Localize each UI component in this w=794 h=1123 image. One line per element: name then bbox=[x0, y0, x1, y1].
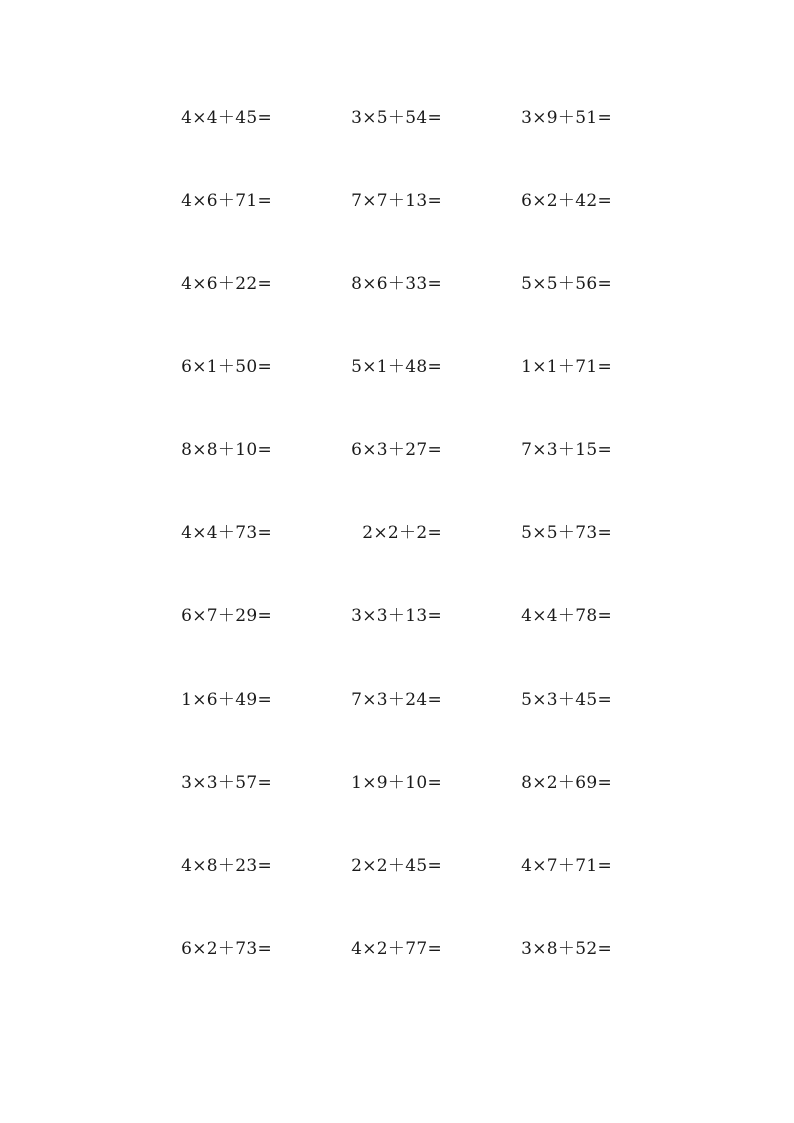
math-problem: 7×3＋15= bbox=[521, 440, 612, 460]
math-problem: 7×3＋24= bbox=[351, 690, 442, 710]
math-problem: 1×6＋49= bbox=[181, 690, 272, 710]
math-problem: 3×3＋57= bbox=[181, 773, 272, 793]
math-problem: 6×1＋50= bbox=[181, 357, 272, 377]
problem-row bbox=[0, 771, 794, 795]
math-problem: 8×8＋10= bbox=[181, 440, 272, 460]
math-problem: 2×2＋45= bbox=[351, 856, 442, 876]
math-problem: 1×1＋71= bbox=[521, 357, 612, 377]
problem-row bbox=[0, 106, 794, 130]
problem-row bbox=[0, 355, 794, 379]
problem-row bbox=[0, 688, 794, 712]
problem-row bbox=[0, 189, 794, 213]
math-problem: 6×2＋73= bbox=[181, 939, 272, 959]
problem-row bbox=[0, 272, 794, 296]
problem-row bbox=[0, 854, 794, 878]
math-problem: 3×8＋52= bbox=[521, 939, 612, 959]
problem-row bbox=[0, 438, 794, 462]
math-problem: 5×1＋48= bbox=[351, 357, 442, 377]
math-problem: 7×7＋13= bbox=[351, 191, 442, 211]
math-problem: 6×2＋42= bbox=[521, 191, 612, 211]
math-problem: 5×3＋45= bbox=[521, 690, 612, 710]
math-problem: 4×4＋45= bbox=[181, 108, 272, 128]
math-problem: 3×3＋13= bbox=[351, 606, 442, 626]
math-problem: 8×6＋33= bbox=[351, 274, 442, 294]
problem-row bbox=[0, 521, 794, 545]
math-problem: 3×9＋51= bbox=[521, 108, 612, 128]
math-problem: 6×3＋27= bbox=[351, 440, 442, 460]
math-problem: 6×7＋29= bbox=[181, 606, 272, 626]
math-problem: 5×5＋73= bbox=[521, 523, 612, 543]
problem-row bbox=[0, 604, 794, 628]
math-problem: 1×9＋10= bbox=[351, 773, 442, 793]
math-problem: 5×5＋56= bbox=[521, 274, 612, 294]
math-problem: 8×2＋69= bbox=[521, 773, 612, 793]
math-problem: 4×6＋71= bbox=[181, 191, 272, 211]
math-problem: 4×4＋78= bbox=[521, 606, 612, 626]
math-problem: 4×4＋73= bbox=[181, 523, 272, 543]
math-problem: 4×7＋71= bbox=[521, 856, 612, 876]
math-problem: 4×2＋77= bbox=[351, 939, 442, 959]
math-problem: 4×6＋22= bbox=[181, 274, 272, 294]
math-problem: 2×2＋2= bbox=[362, 523, 442, 543]
math-problem: 4×8＋23= bbox=[181, 856, 272, 876]
math-problem: 3×5＋54= bbox=[351, 108, 442, 128]
problem-row bbox=[0, 937, 794, 961]
